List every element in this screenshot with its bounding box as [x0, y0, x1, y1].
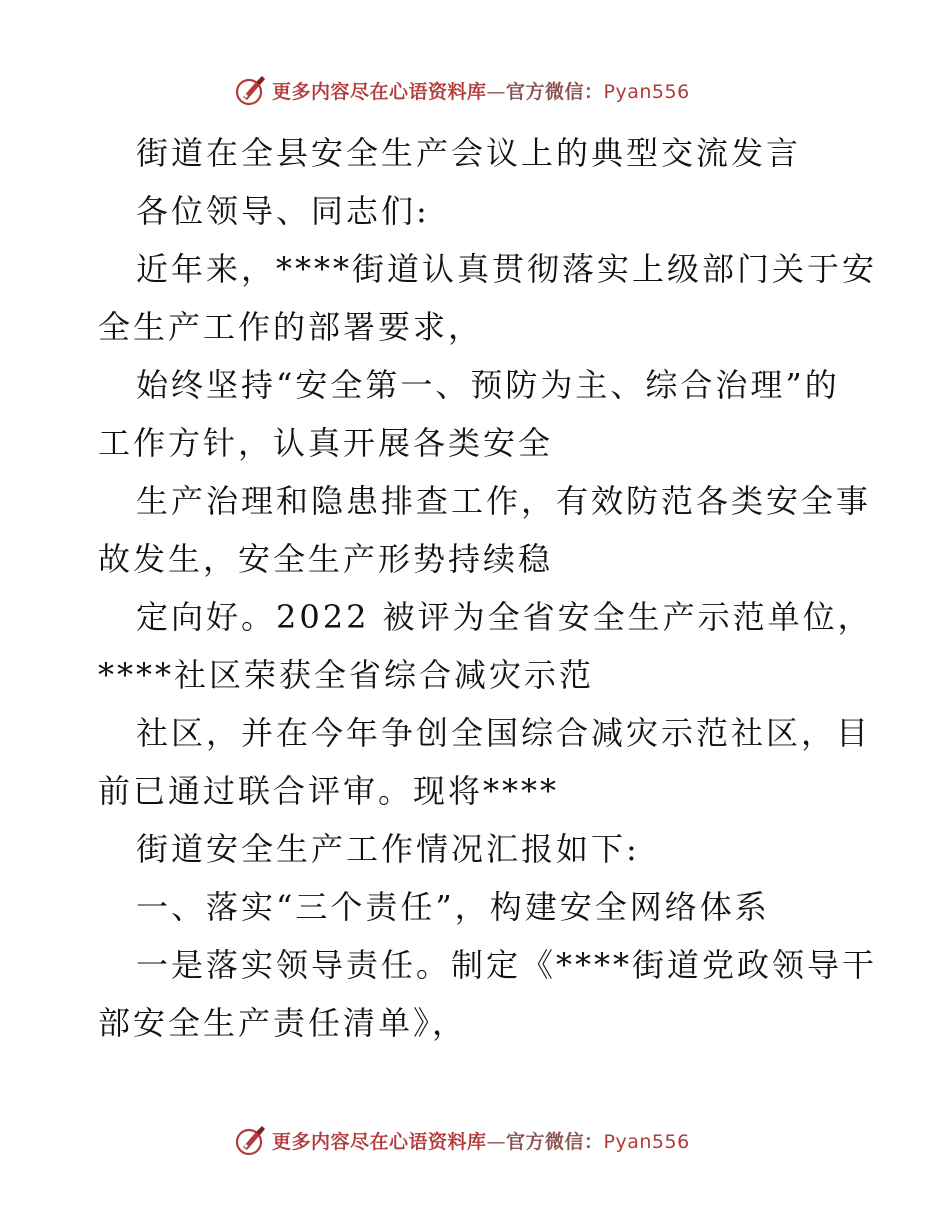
paragraph-line: 社区，并在今年争创全国综合减灾示范社区，目 — [136, 714, 872, 752]
paragraph-line: 始终坚持“安全第一、预防为主、综合治理”的 — [136, 366, 840, 404]
paragraph-line: 近年来，****街道认真贯彻落实上级部门关于安 — [136, 250, 878, 288]
salutation: 各位领导、同志们: — [136, 192, 430, 230]
pen-logo-icon — [234, 1123, 268, 1157]
paragraph-line: 定向好。2022 被评为全省安全生产示范单位， — [136, 598, 873, 636]
paragraph-line: ****社区荣获全省综合减灾示范 — [98, 656, 595, 694]
watermark-footer — [234, 1122, 690, 1158]
paragraph-line: 生产治理和隐患排查工作，有效防范各类安全事 — [136, 482, 872, 520]
document-body — [98, 124, 878, 1052]
paragraph-line: 一是落实领导责任。制定《****街道党政领导干 — [136, 946, 878, 984]
paragraph-line: 部安全生产责任清单》， — [98, 1004, 468, 1042]
watermark-text: 更多内容尽在心语资料库—官方微信：Pyan556 — [272, 80, 690, 103]
paragraph-line: 前已通过联合评审。现将**** — [98, 772, 560, 810]
pen-logo-icon — [234, 73, 268, 107]
section-heading: 一、落实“三个责任”，构建安全网络体系 — [136, 888, 770, 926]
paragraph-line: 全生产工作的部署要求， — [98, 308, 484, 346]
watermark-header — [234, 72, 690, 108]
paragraph-line: 故发生，安全生产形势持续稳 — [98, 540, 554, 578]
paragraph-line: 街道安全生产工作情况汇报如下: — [136, 830, 640, 868]
paragraph-line: 工作方针，认真开展各类安全 — [98, 424, 554, 462]
watermark-text: 更多内容尽在心语资料库—官方微信：Pyan556 — [272, 1130, 690, 1153]
doc-title: 街道在全县安全生产会议上的典型交流发言 — [136, 134, 802, 172]
